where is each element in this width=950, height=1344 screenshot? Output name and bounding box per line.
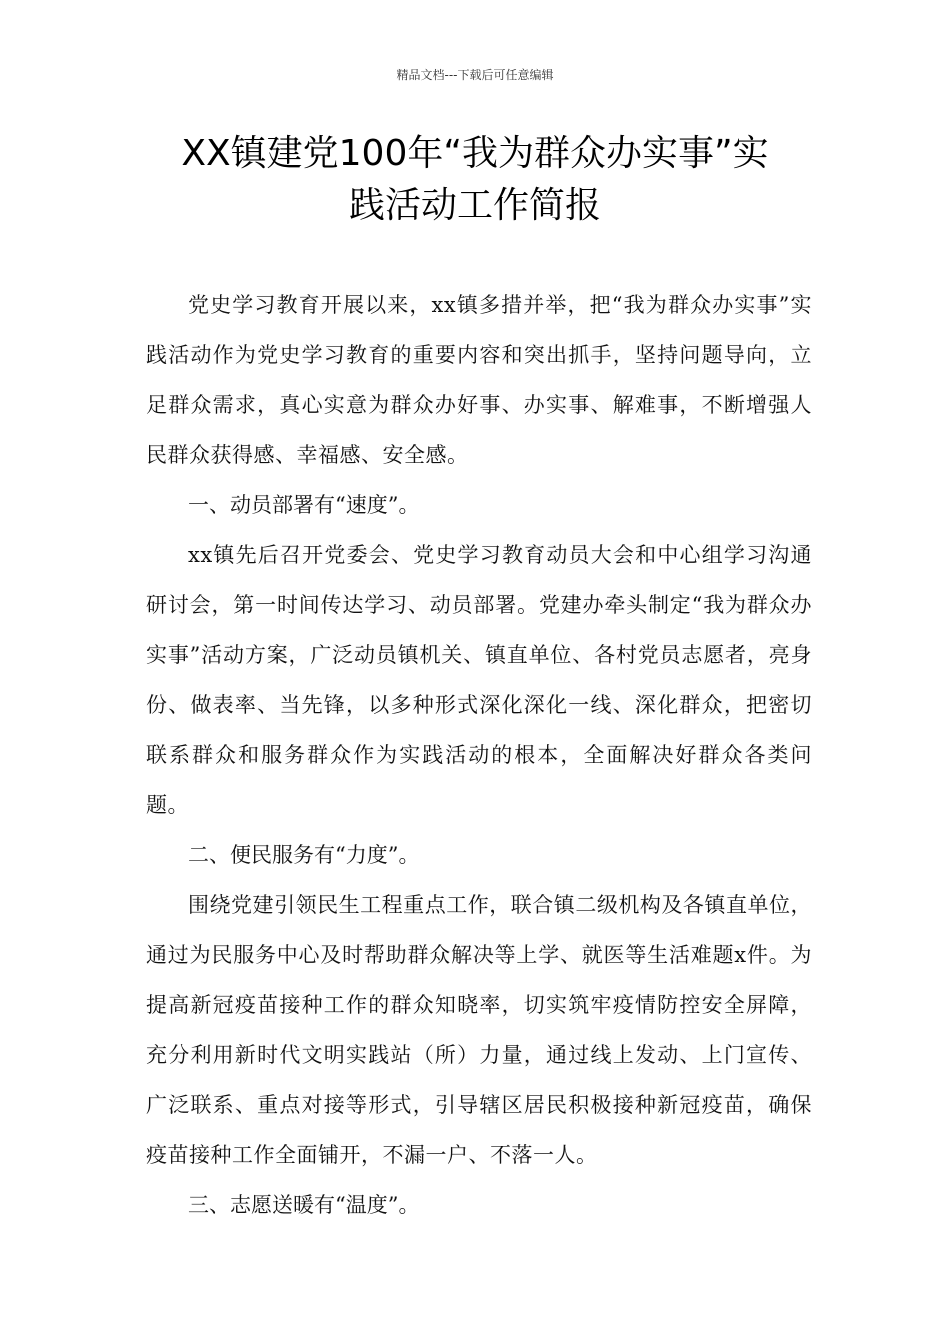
title-line-1: XX镇建党100年“我为群众办实事”实: [181, 133, 769, 174]
section-heading-1: 一、动员部署有“速度”。: [188, 493, 420, 517]
document-title: [120, 128, 830, 232]
section-heading-2: 二、便民服务有“力度”。: [188, 843, 420, 867]
paragraph-section-1: xx镇先后召开党委会、党史学习教育动员大会和中心组学习沟通研讨会，第一时间传达学习、动员部署。党建办牵头制定“我为群众办实事”活动方案，广泛动员镇机关、镇直单位、各村党员志愿者，亮身份、做表率、当先锋，以多种形式深化深化一线、深化群众，把密切联系群众和服务群众作为实践活动的根本，全面解决好群众各类问题。: [146, 543, 812, 817]
paragraph-section-2: 围绕党建引领民生工程重点工作，联合镇二级机构及各镇直单位，通过为民服务中心及时帮助群众解决等上学、就医等生活难题x件。为提高新冠疫苗接种工作的群众知晓率，切实筑牢疫情防控安全屏障，充分利用新时代文明实践站（所）力量，通过线上发动、上门宣传、广泛联系、重点对接等形式，引导辖区居民积极接种新冠疫苗，确保疫苗接种工作全面铺开，不漏一户、不落一人。: [146, 893, 812, 1167]
title-line-2: 践活动工作简报: [348, 185, 601, 226]
section-heading-3: 三、志愿送暖有“温度”。: [188, 1193, 420, 1217]
paragraph-intro: 党史学习教育开展以来，xx镇多措并举，把“我为群众办实事”实践活动作为党史学习教育的重要内容和突出抓手，坚持问题导向，立足群众需求，真心实意为群众办好事、办实事、解难事，不断增强人民群众获得感、幸福感、安全感。: [146, 293, 812, 467]
header-note: 精品文档---下载后可任意编辑: [396, 68, 554, 82]
document-body: [146, 280, 812, 1230]
